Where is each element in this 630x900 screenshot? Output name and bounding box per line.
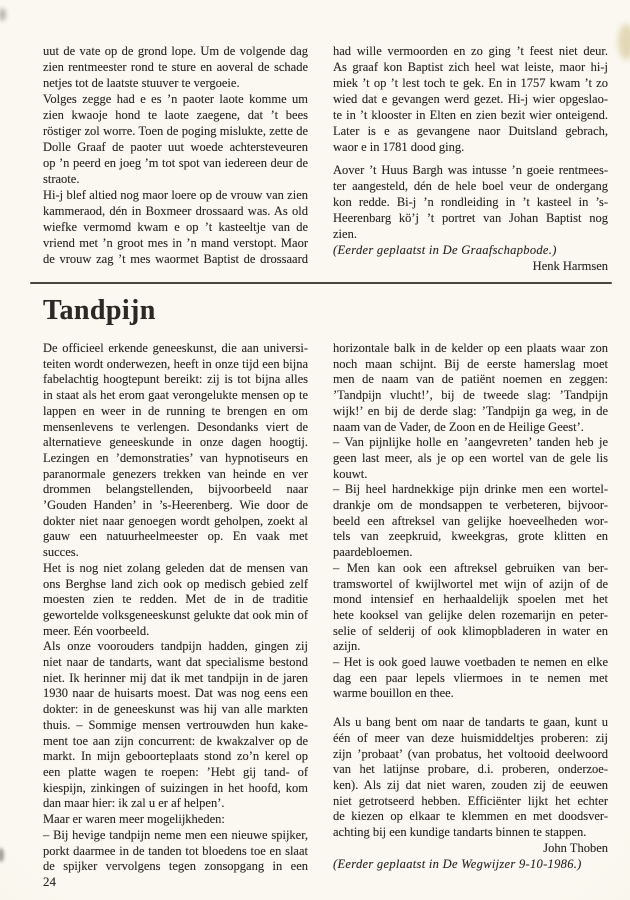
text-line: Hi-j blef altied nog maor loere op de vrouw van zien [43, 188, 308, 202]
page-number: 24 [43, 874, 56, 889]
text-line: kon redde. Bi-j ’n rondleiding in ’t kasteel in ’s- [333, 195, 608, 209]
text-line: De officieel erkende geneeskunst, die aan universi- [43, 341, 308, 355]
text-line: uut de vate op de grond lope. Um de volgende dag [43, 44, 308, 58]
paragraph [43, 91, 308, 187]
scan-smudge-bottom-left [0, 848, 4, 862]
text-line: één of meer van deze huismiddeltjes proberen: zij [333, 730, 608, 745]
text-line: te in ’t klooster in Elten en zien bezit wier onteigend. [333, 108, 608, 122]
paragraph [333, 482, 608, 561]
top-article [43, 43, 608, 274]
paragraph [43, 187, 308, 267]
text-line: alternatieve geneeskunde in onze dagen hoogtij. [43, 435, 308, 450]
text-line: de vrouw zag ’t mes waormet Baptist de drossaard [43, 252, 308, 266]
text-line: kouwt. [333, 466, 368, 481]
text-line: Als onze voorouders tandpijn hadden, gingen zij [43, 639, 308, 654]
text-line: lappen en weer in de running te brengen en om [43, 403, 308, 418]
text-line: azijn. [333, 639, 361, 654]
text-line: tramswortel of kwijlwortel met wijn of azijn of de [333, 576, 608, 591]
paragraph [333, 435, 608, 482]
text-line: achting bij een kundige tandarts binnen te stappen. [333, 825, 587, 840]
text-line: zien rentmeester rond te sture en aoveral de schade [43, 60, 308, 74]
text-line: noch maan schijnt. Bij de eerste hamerslag moet [333, 356, 608, 371]
paragraph [43, 43, 308, 91]
text-line: moesten zien te redden. Met de in de traditie [43, 592, 308, 607]
text-line: – Men kan ook een aftreksel gebruiken van ber- [333, 560, 608, 575]
top-article-left-column [43, 43, 308, 274]
top-article-right-column [333, 43, 608, 274]
text-line: dag een paar lepels vliermoes in te nemen met [333, 670, 608, 685]
text-line: mond intensief en herhaaldelijk spoelen met het [333, 592, 608, 607]
paragraph [333, 162, 608, 242]
text-line: van het latijnse probare, d.i. proberen, onderzoe- [333, 762, 608, 777]
text-line: geen last meer, als je op een wortel van de gele lis [333, 450, 608, 465]
paragraph [333, 561, 608, 655]
text-line: dan maar hier: ik zal u er af helpen’. [43, 796, 225, 811]
text-line: kammeraod, dén in Boxmeer drossaard was. As old [43, 204, 308, 218]
text-line: Dolle Graaf de paoter uut woede achtersteveuren [43, 140, 308, 154]
text-line: – Het is ook goed lauwe voetbaden te nemen en elke [333, 655, 608, 670]
text-line: drankje om de mondsappen te verbeteren, bijvoor- [333, 498, 608, 513]
text-line: mensenlevens te verlengen. Desondanks viert de [43, 419, 308, 434]
text-line: Heerenbarg kö’j ’t portret van Johan Baptist nog [333, 211, 608, 225]
text-line: waor e in 1781 dood ging. [333, 140, 465, 154]
text-line: wijk!’ en bij de derde slag: ’Tandpijn ga weg, in de [333, 403, 608, 418]
article-left-column [43, 341, 308, 875]
text-line: röstiger zol worre. Toen de poging mislukte, zette de [43, 124, 308, 138]
text-line: de kiezen op elkaar te klemmen en met doodsver- [333, 809, 608, 824]
text-line: selie of selderij of ook klimopbladeren in water en [333, 623, 608, 638]
text-line: had wille vermoorden en zo ging ’t feest niet deur. [333, 44, 608, 58]
text-line: – Bij heel hardnekkige pijn drinke men een wortel- [333, 482, 608, 497]
text-line: ’Tandpijn vlucht!’, bij de tweede slag: ’Tandpijn [333, 388, 608, 403]
text-line: gauw een natuurheelmeester op. En vaak met [43, 529, 308, 544]
source-credit-graafschapbode: (Eerder geplaatst in De Graafschapbode.) [333, 243, 557, 257]
text-line: zijn ’probaat’ (van probatus, het voltooid deelwoord [333, 746, 608, 761]
paragraph [43, 812, 308, 828]
text-line: paranormale genezers trekken van heinde en ver [43, 466, 308, 481]
text-line: – Van pijnlijke holle en ’aangevreten’ tanden heb je [333, 435, 608, 450]
text-line: hete kooksel van gelijke delen rozemarijn en peter- [333, 607, 608, 622]
text-line: Als u bang bent om naar de tandarts te gaan, kunt u [333, 715, 608, 730]
text-line: men de naam van de patiënt noemen en zeggen: [333, 372, 608, 387]
text-line: 1930 naar de huisarts moest. Dat was nog eens een [43, 686, 308, 701]
text-line: tels van zeepkruid, kweekgras, grote klitten en [333, 529, 608, 544]
text-line: paardebloemen. [333, 545, 413, 560]
scan-smudge-top-left [0, 8, 6, 21]
text-line: straote. [43, 172, 80, 186]
article-columns [43, 341, 608, 875]
text-line: vriend met ’n groot mes in ’n mand verstopt. Maor [43, 236, 308, 250]
text-line: kiespijn, zinkingen of suizingen in het hoofd, kom [43, 780, 308, 795]
tandpijn-article [43, 297, 608, 875]
text-line: netjes tot de laatste stuuver te vergoeie. [43, 76, 240, 90]
text-line: dokter niet naar genoegen wordt geholpen, zoekt al [43, 513, 308, 528]
text-line: ons Berghse land zich ook op medisch gebied zelf [43, 576, 308, 591]
paragraph [43, 828, 308, 875]
text-line: warme bouillon en thee. [333, 686, 454, 701]
paragraph [333, 341, 608, 435]
text-line: wied dat e gevangen werd gezet. Hi-j wier opgeslao- [333, 92, 608, 106]
article-title: Tandpijn [43, 295, 156, 326]
text-line: niet. Ik herinner mij dat ik met tandpijn in de jaren [43, 670, 308, 685]
text-line: in staat als het erom gaat verongelukte mensen op te [43, 388, 308, 403]
text-line: succes. [43, 545, 79, 560]
text-line: porkt daarmee in de tanden tot bloedens toe en slaat [43, 843, 308, 858]
text-line: thuis. – Sommige mensen vertrouwden hun kake- [43, 717, 308, 732]
text-line: zien. [333, 227, 357, 241]
text-line: niet naar de tandarts, want dat specialisme bestond [43, 655, 308, 670]
text-line: Maar er waren meer mogelijkheden: [43, 812, 225, 827]
text-line: As graaf kon Baptist zich heel wat leiste, maor hi-j [333, 60, 608, 74]
paragraph [333, 715, 608, 841]
text-line: wiefke vermomd kwam e op ’t kasteeltje van de [43, 220, 308, 234]
text-line: meer. Eén voorbeeld. [43, 623, 150, 638]
text-line: gewortelde volksgeneeskunst gelukte dat ook min of [43, 607, 308, 622]
text-line: Aover ’t Huus Bargh was intusse ’n goeie rentmees- [333, 163, 608, 177]
article-right-column [333, 341, 608, 875]
text-line: ment toe aan zijn concurrent: de kwakzalver op de [43, 733, 308, 748]
text-line: beeld een aftreksel van gelijke hoeveelheden wor- [333, 513, 608, 528]
text-line: miek ’t op ’t lest toch te gek. En in 1757 kwam ’t zo [333, 76, 608, 90]
text-line: op ’n peerd en joeg ’m tot spot van iedereen deur de [43, 156, 308, 170]
paragraph [43, 561, 308, 640]
source-credit-wegwijzer: (Eerder geplaatst in De Wegwijzer 9-10-1986.) [333, 856, 582, 871]
text-line: Volges zegge had e es ’n paoter laote komme um [43, 92, 308, 106]
text-line: de spijker vervolgens tegen zonsopgang in een [43, 859, 308, 874]
text-line: horizontale balk in de kelder op een plaats waar zon [333, 341, 608, 355]
text-line: drommen belangstellenden, bijvoorbeeld naar [43, 482, 308, 497]
text-line: teiten wordt onderwezen, heeft in onze tijd een bijna [43, 356, 308, 371]
text-line: naam van de Vader, de Zoon en de Heilige Geest’. [333, 419, 584, 434]
paragraph [333, 43, 608, 155]
section-divider [30, 282, 612, 284]
text-line: een platte wagen te roepen: ’Hebt gij tand- of [43, 764, 308, 779]
text-line: dokter: in de geneeskunst was hij van alle markten [43, 702, 308, 717]
paragraph [333, 655, 608, 702]
paragraph [43, 639, 308, 812]
author-byline-henk-harmsen: Henk Harmsen [532, 259, 608, 273]
text-line: zien kwaoje hond te laote zaegene, dat ’t bees [43, 108, 308, 122]
text-line: Het is nog niet zolang geleden dat de mensen van [43, 560, 308, 575]
text-line: ken). Als zij dat niet waren, zouden zij de eeuwen [333, 777, 608, 792]
paragraph [43, 341, 308, 561]
text-line: fabelachtig hoogtepunt bereikt: zij is tot bijna alles [43, 372, 308, 387]
text-line: niet getrotseerd hebben. Efficiënter lijkt het echter [333, 793, 608, 808]
text-line: Later is e as gevangene naor Duitsland gebrach, [333, 124, 608, 138]
text-line: ter aangesteld, dén de hele boel veur de ondergang [333, 179, 608, 193]
text-line: – Bij hevige tandpijn neme men een nieuwe spijker, [43, 827, 308, 842]
text-line: ’Gouden Handen’ in ’s-Heerenberg. Wie door de [43, 498, 308, 513]
text-line: markt. In mijn geboorteplaats stond zo’n kerel op [43, 749, 308, 764]
text-line: Lezingen en ’demonstraties’ van hypnotiseurs en [43, 450, 308, 465]
author-byline-john-thoben: John Thoben [543, 840, 608, 855]
scan-smudge-top-right [618, 24, 630, 60]
